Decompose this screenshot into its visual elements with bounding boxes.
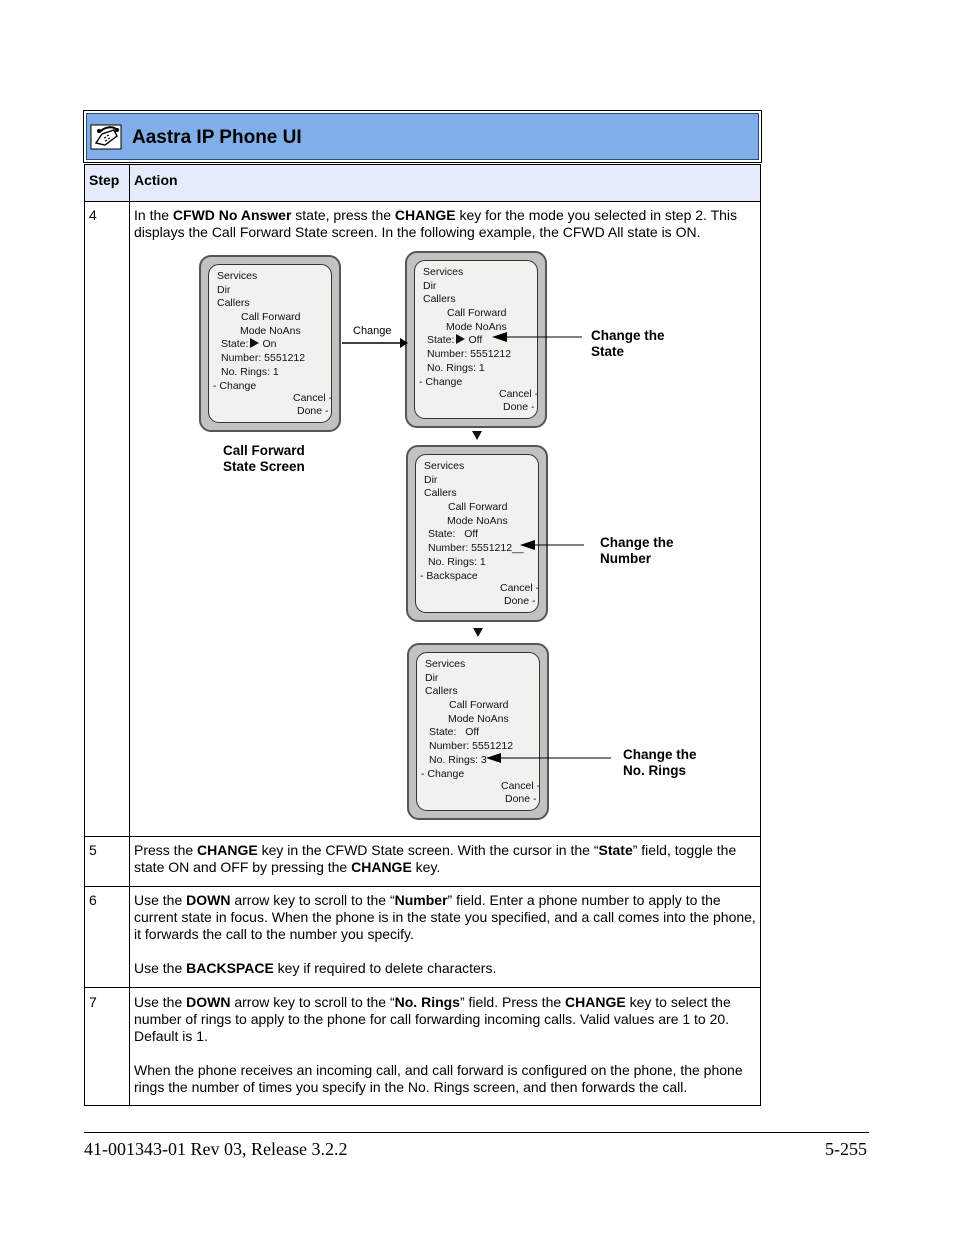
action-line: Use the DOWN arrow key to scroll to the “No. Rings” field. Press the CHANGE key to select the xyxy=(134,994,731,1010)
menu-callers: Callers xyxy=(425,685,458,697)
step-action xyxy=(134,207,756,241)
menu-callers: Callers xyxy=(217,297,250,309)
state-label: State: Off xyxy=(428,528,479,540)
callout-change-rings xyxy=(623,747,697,779)
phone-screen-change-rings xyxy=(407,643,549,820)
action-line xyxy=(134,1045,756,1062)
phone-icon xyxy=(90,124,122,150)
step-number: 5 xyxy=(89,842,97,858)
state-label: State: On xyxy=(221,338,277,350)
footer-doc-id: 41-001343-01 Rev 03, Release 3.2.2 xyxy=(84,1139,348,1159)
mode-label: Mode NoAns xyxy=(447,515,508,527)
callout-change-number xyxy=(600,535,674,567)
caption-line: Call Forward xyxy=(223,443,305,458)
softkey-done: Done - xyxy=(505,793,537,805)
action-line: Press the CHANGE key in the CFWD State screen. With the cursor in the “State” field, toggle the xyxy=(134,842,737,858)
menu-services: Services xyxy=(217,270,258,282)
action-line: Use the BACKSPACE key if required to delete characters. xyxy=(134,960,497,976)
menu-services: Services xyxy=(423,266,464,278)
action-line: When the phone receives an incoming call, and call forward is configured on the phone, the phone xyxy=(134,1062,743,1078)
action-line: state ON and OFF by pressing the CHANGE key. xyxy=(134,859,441,875)
callout-pointer xyxy=(490,330,585,344)
callout-line: Change the xyxy=(600,535,674,550)
menu-dir: Dir xyxy=(425,672,439,684)
softkey-done: Done - xyxy=(297,405,329,417)
action-line: Use the DOWN arrow key to scroll to the “Number” field. Enter a phone number to apply to the xyxy=(134,892,721,908)
header-action: Action xyxy=(134,172,178,188)
phone-screen-state xyxy=(199,255,341,432)
softkey-left: - Change xyxy=(213,380,257,392)
softkey-cancel: Cancel - xyxy=(499,388,539,400)
menu-call-forward: Call Forward xyxy=(449,699,509,711)
number-label: Number: 5551212__ xyxy=(428,542,524,554)
mode-label: Mode NoAns xyxy=(446,321,507,333)
number-label: Number: 5551212 xyxy=(221,352,306,364)
row-divider xyxy=(85,201,760,202)
action-line: Default is 1. xyxy=(134,1028,208,1044)
column-divider xyxy=(129,165,130,1105)
step-number: 4 xyxy=(89,207,97,223)
figure-caption xyxy=(223,443,305,475)
step-action xyxy=(134,892,756,977)
number-label: Number: 5551212 xyxy=(427,348,512,360)
callout-line: Change the xyxy=(623,747,697,762)
footer-rule xyxy=(84,1132,869,1133)
action-line: number of rings to apply to the phone for call forwarding incoming calls. Valid values are 1 to 20. xyxy=(134,1011,730,1027)
softkey-cancel: Cancel - xyxy=(501,780,541,792)
menu-call-forward: Call Forward xyxy=(448,501,508,513)
mode-label: Mode NoAns xyxy=(448,713,509,725)
action-line: current state in focus. When the phone is in the state you specified, and a call comes into the phone, xyxy=(134,909,756,925)
rings-label: No. Rings: 1 xyxy=(428,556,486,568)
rings-label: No. Rings: 1 xyxy=(221,366,279,378)
menu-dir: Dir xyxy=(423,280,437,292)
state-label: State: Off xyxy=(429,726,480,738)
callout-pointer xyxy=(484,751,614,765)
menu-dir: Dir xyxy=(217,284,231,296)
callout-line: Change the xyxy=(591,328,665,343)
page-number: 5-255 xyxy=(825,1139,867,1159)
menu-call-forward: Call Forward xyxy=(447,307,507,319)
callout-line: Number xyxy=(600,551,652,566)
menu-services: Services xyxy=(424,460,465,472)
down-arrow-icon xyxy=(473,628,483,637)
banner-title: Aastra IP Phone UI xyxy=(132,127,302,148)
state-label: State: Off xyxy=(427,334,483,346)
callout-line: State xyxy=(591,344,625,359)
callout-change-state xyxy=(591,328,665,360)
menu-dir: Dir xyxy=(424,474,438,486)
callout-pointer xyxy=(518,538,588,552)
step-action xyxy=(134,842,756,876)
softkey-cancel: Cancel - xyxy=(293,392,333,404)
softkey-cancel: Cancel - xyxy=(500,582,540,594)
row-divider xyxy=(85,836,760,837)
action-line: In the CFWD No Answer state, press the CHANGE key for the mode you selected in step 2. This xyxy=(134,207,738,223)
action-line: rings the number of times you specify in the No. Rings screen, and then forwards the call. xyxy=(134,1079,688,1095)
action-line: displays the Call Forward State screen. In the following example, the CFWD All state is ON. xyxy=(134,224,701,240)
caption-line: State Screen xyxy=(223,459,305,474)
step-action xyxy=(134,994,756,1096)
callout-line: No. Rings xyxy=(623,763,686,778)
action-line xyxy=(134,943,756,960)
down-arrow-icon xyxy=(472,431,482,440)
menu-callers: Callers xyxy=(424,487,457,499)
cursor-arrow-icon xyxy=(250,338,259,348)
softkey-left: - Change xyxy=(419,376,463,388)
state-value: Off xyxy=(464,528,479,540)
softkey-done: Done - xyxy=(504,595,536,607)
rings-label: No. Rings: 1 xyxy=(427,362,485,374)
row-divider xyxy=(85,886,760,887)
step-number: 7 xyxy=(89,994,97,1010)
state-value: On xyxy=(262,338,277,350)
phone-screen-change-number xyxy=(406,445,548,622)
step-number: 6 xyxy=(89,892,97,908)
mode-label: Mode NoAns xyxy=(240,325,301,337)
softkey-done: Done - xyxy=(503,401,535,413)
number-label: Number: 5551212 xyxy=(429,740,514,752)
rings-label: No. Rings: 3 xyxy=(429,754,487,766)
menu-callers: Callers xyxy=(423,293,456,305)
header-step: Step xyxy=(89,172,120,188)
cursor-arrow-icon xyxy=(456,334,465,344)
softkey-left: - Backspace xyxy=(420,570,478,582)
action-line: it forwards the call to the number you specify. xyxy=(134,926,414,942)
row-divider xyxy=(85,987,760,988)
state-value: Off xyxy=(465,726,480,738)
change-label: Change xyxy=(353,325,392,337)
menu-services: Services xyxy=(425,658,466,670)
table-header xyxy=(85,165,760,201)
state-value: Off xyxy=(468,334,483,346)
softkey-left: - Change xyxy=(421,768,465,780)
menu-call-forward: Call Forward xyxy=(241,311,301,323)
